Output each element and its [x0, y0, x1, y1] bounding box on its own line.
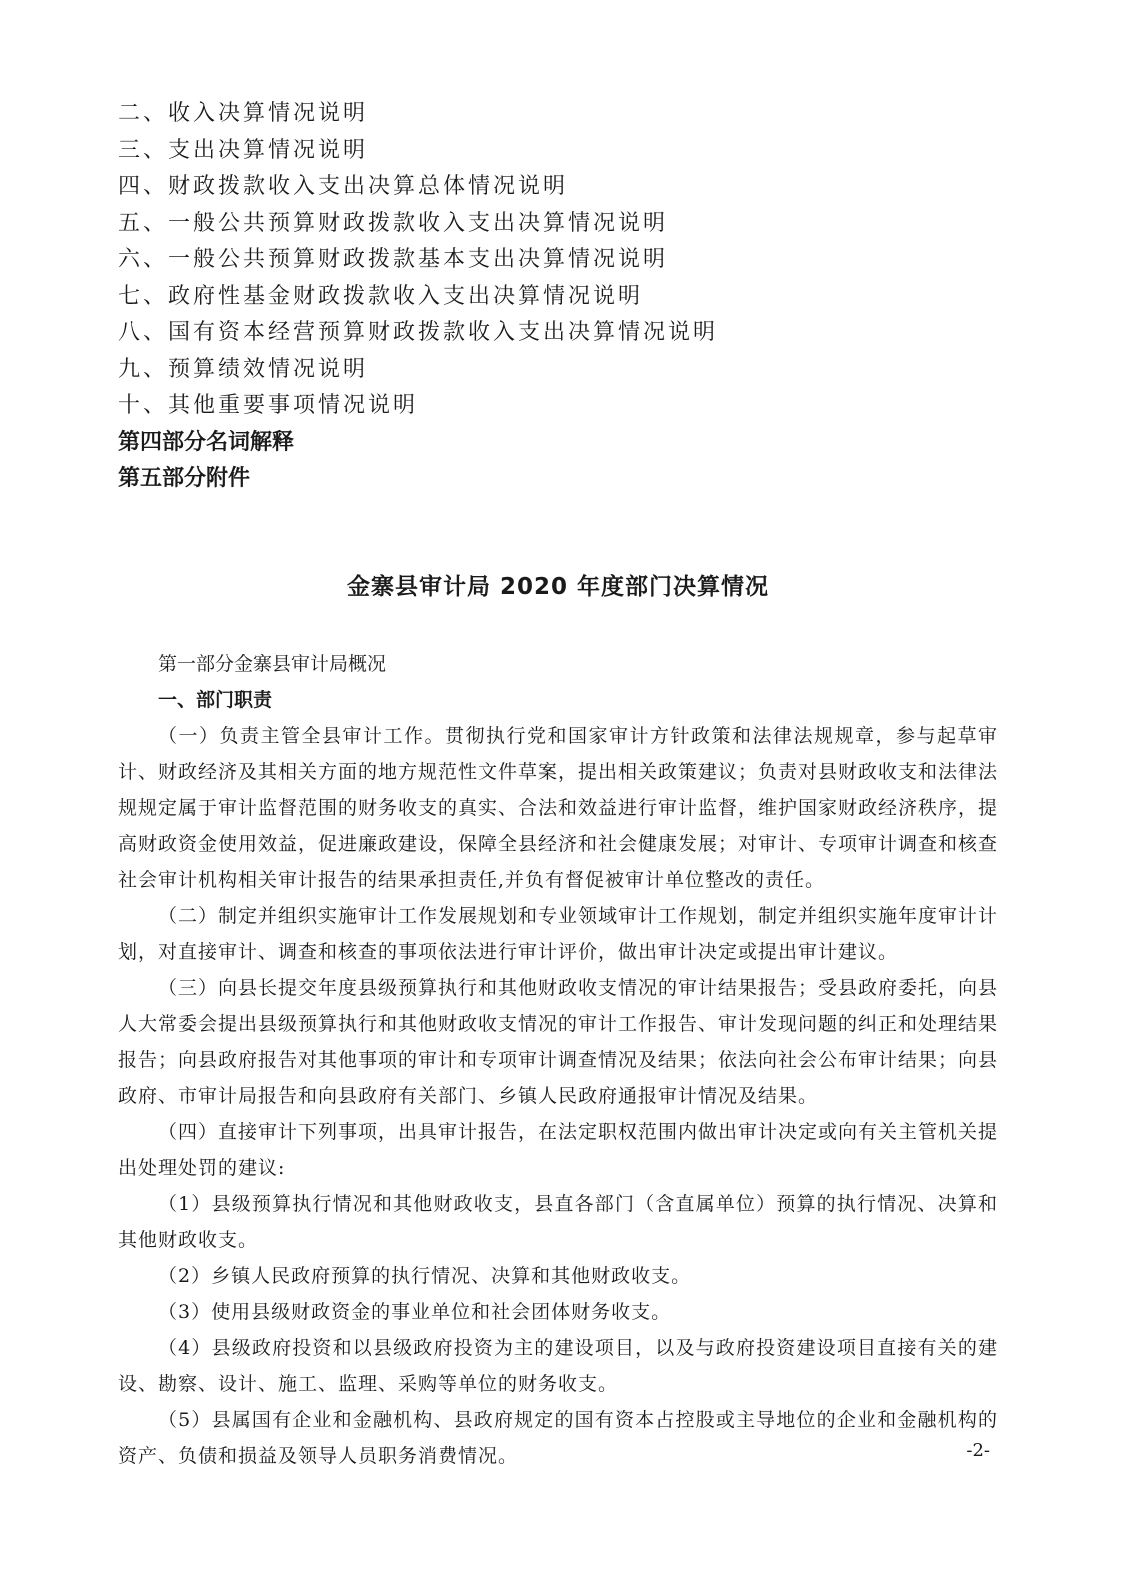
paragraph: （二）制定并组织实施审计工作发展规划和专业领域审计工作规划，制定并组织实施年度审计计划，对直接审计、调查和核查的事项依法进行审计评价，做出审计决定或提出审计建议。	[118, 905, 999, 963]
paragraph: （三）向县长提交年度县级预算执行和其他财政收支情况的审计结果报告；受县政府委托，向县人大常委会提出县级预算执行和其他财政收支情况的审计工作报告、审计发现问题的纠正和处理结果报告；向县政府报告对其他事项的审计和专项审计调查情况及结果；依法向社会公布审计结果；向县政府、市审计局报告和向县政府有关部门、乡镇人民政府通报审计情况及结果。	[118, 977, 999, 1107]
paragraph: （5）县属国有企业和金融机构、县政府规定的国有资本占控股或主导地位的企业和金融机构的资产、负债和损益及领导人员职务消费情况。	[118, 1409, 998, 1467]
paragraph: （4）县级政府投资和以县级政府投资为主的建设项目，以及与政府投资建设项目直接有关的建设、勘察、设计、施工、监理、采购等单位的财务收支。	[118, 1337, 998, 1395]
document-body	[118, 646, 998, 1474]
paragraph: （3）使用县级财政资金的事业单位和社会团体财务收支。	[158, 1301, 672, 1323]
toc-item: 四、财政拨款收入支出决算总体情况说明	[118, 174, 569, 199]
toc-part-5: 第五部分附件	[118, 466, 251, 491]
toc-item: 十、其他重要事项情况说明	[118, 393, 419, 418]
toc-part-4: 第四部分名词解释	[118, 429, 295, 455]
toc-item: 七、政府性基金财政拨款收入支出决算情况说明	[118, 283, 644, 309]
table-of-contents	[118, 96, 998, 498]
toc-item: 九、预算绩效情况说明	[118, 356, 369, 382]
section-heading: 一、部门职责	[158, 689, 273, 711]
toc-item: 六、一般公共预算财政拨款基本支出决算情况说明	[118, 247, 669, 272]
document-title: 金寨县审计局 2020 年度部门决算情况	[346, 574, 770, 600]
toc-item: 五、一般公共预算财政拨款收入支出决算情况说明	[118, 210, 669, 236]
toc-item: 八、国有资本经营预算财政拨款收入支出决算情况说明	[118, 320, 719, 345]
toc-item: 二、收入决算情况说明	[118, 101, 369, 126]
paragraph: （2）乡镇人民政府预算的执行情况、决算和其他财政收支。	[158, 1265, 692, 1287]
paragraph: （1）县级预算执行情况和其他财政收支，县直各部门（含直属单位）预算的执行情况、决算和其他财政收支。	[118, 1193, 998, 1251]
paragraph: （一）负责主管全县审计工作。贯彻执行党和国家审计方针政策和法律法规规章，参与起草审计、财政经济及其相关方面的地方规范性文件草案，提出相关政策建议；负责对县财政收支和法律法规规定属于审计监督范围的财务收支的真实、合法和效益进行审计监督，维护国家财政经济秩序，提高财政资金使用效益，促进廉政建设，保障全县经济和社会健康发展；对审计、专项审计调查和核查社会审计机构相关审计报告的结果承担责任,并负有督促被审计单位整改的责任。	[118, 725, 999, 891]
paragraph: （四）直接审计下列事项，出具审计报告，在法定职权范围内做出审计决定或向有关主管机关提出处理处罚的建议:	[118, 1121, 999, 1179]
toc-item: 三、支出决算情况说明	[118, 137, 369, 163]
page-number: -2-	[966, 1440, 990, 1461]
part-heading: 第一部分金寨县审计局概况	[158, 653, 387, 675]
